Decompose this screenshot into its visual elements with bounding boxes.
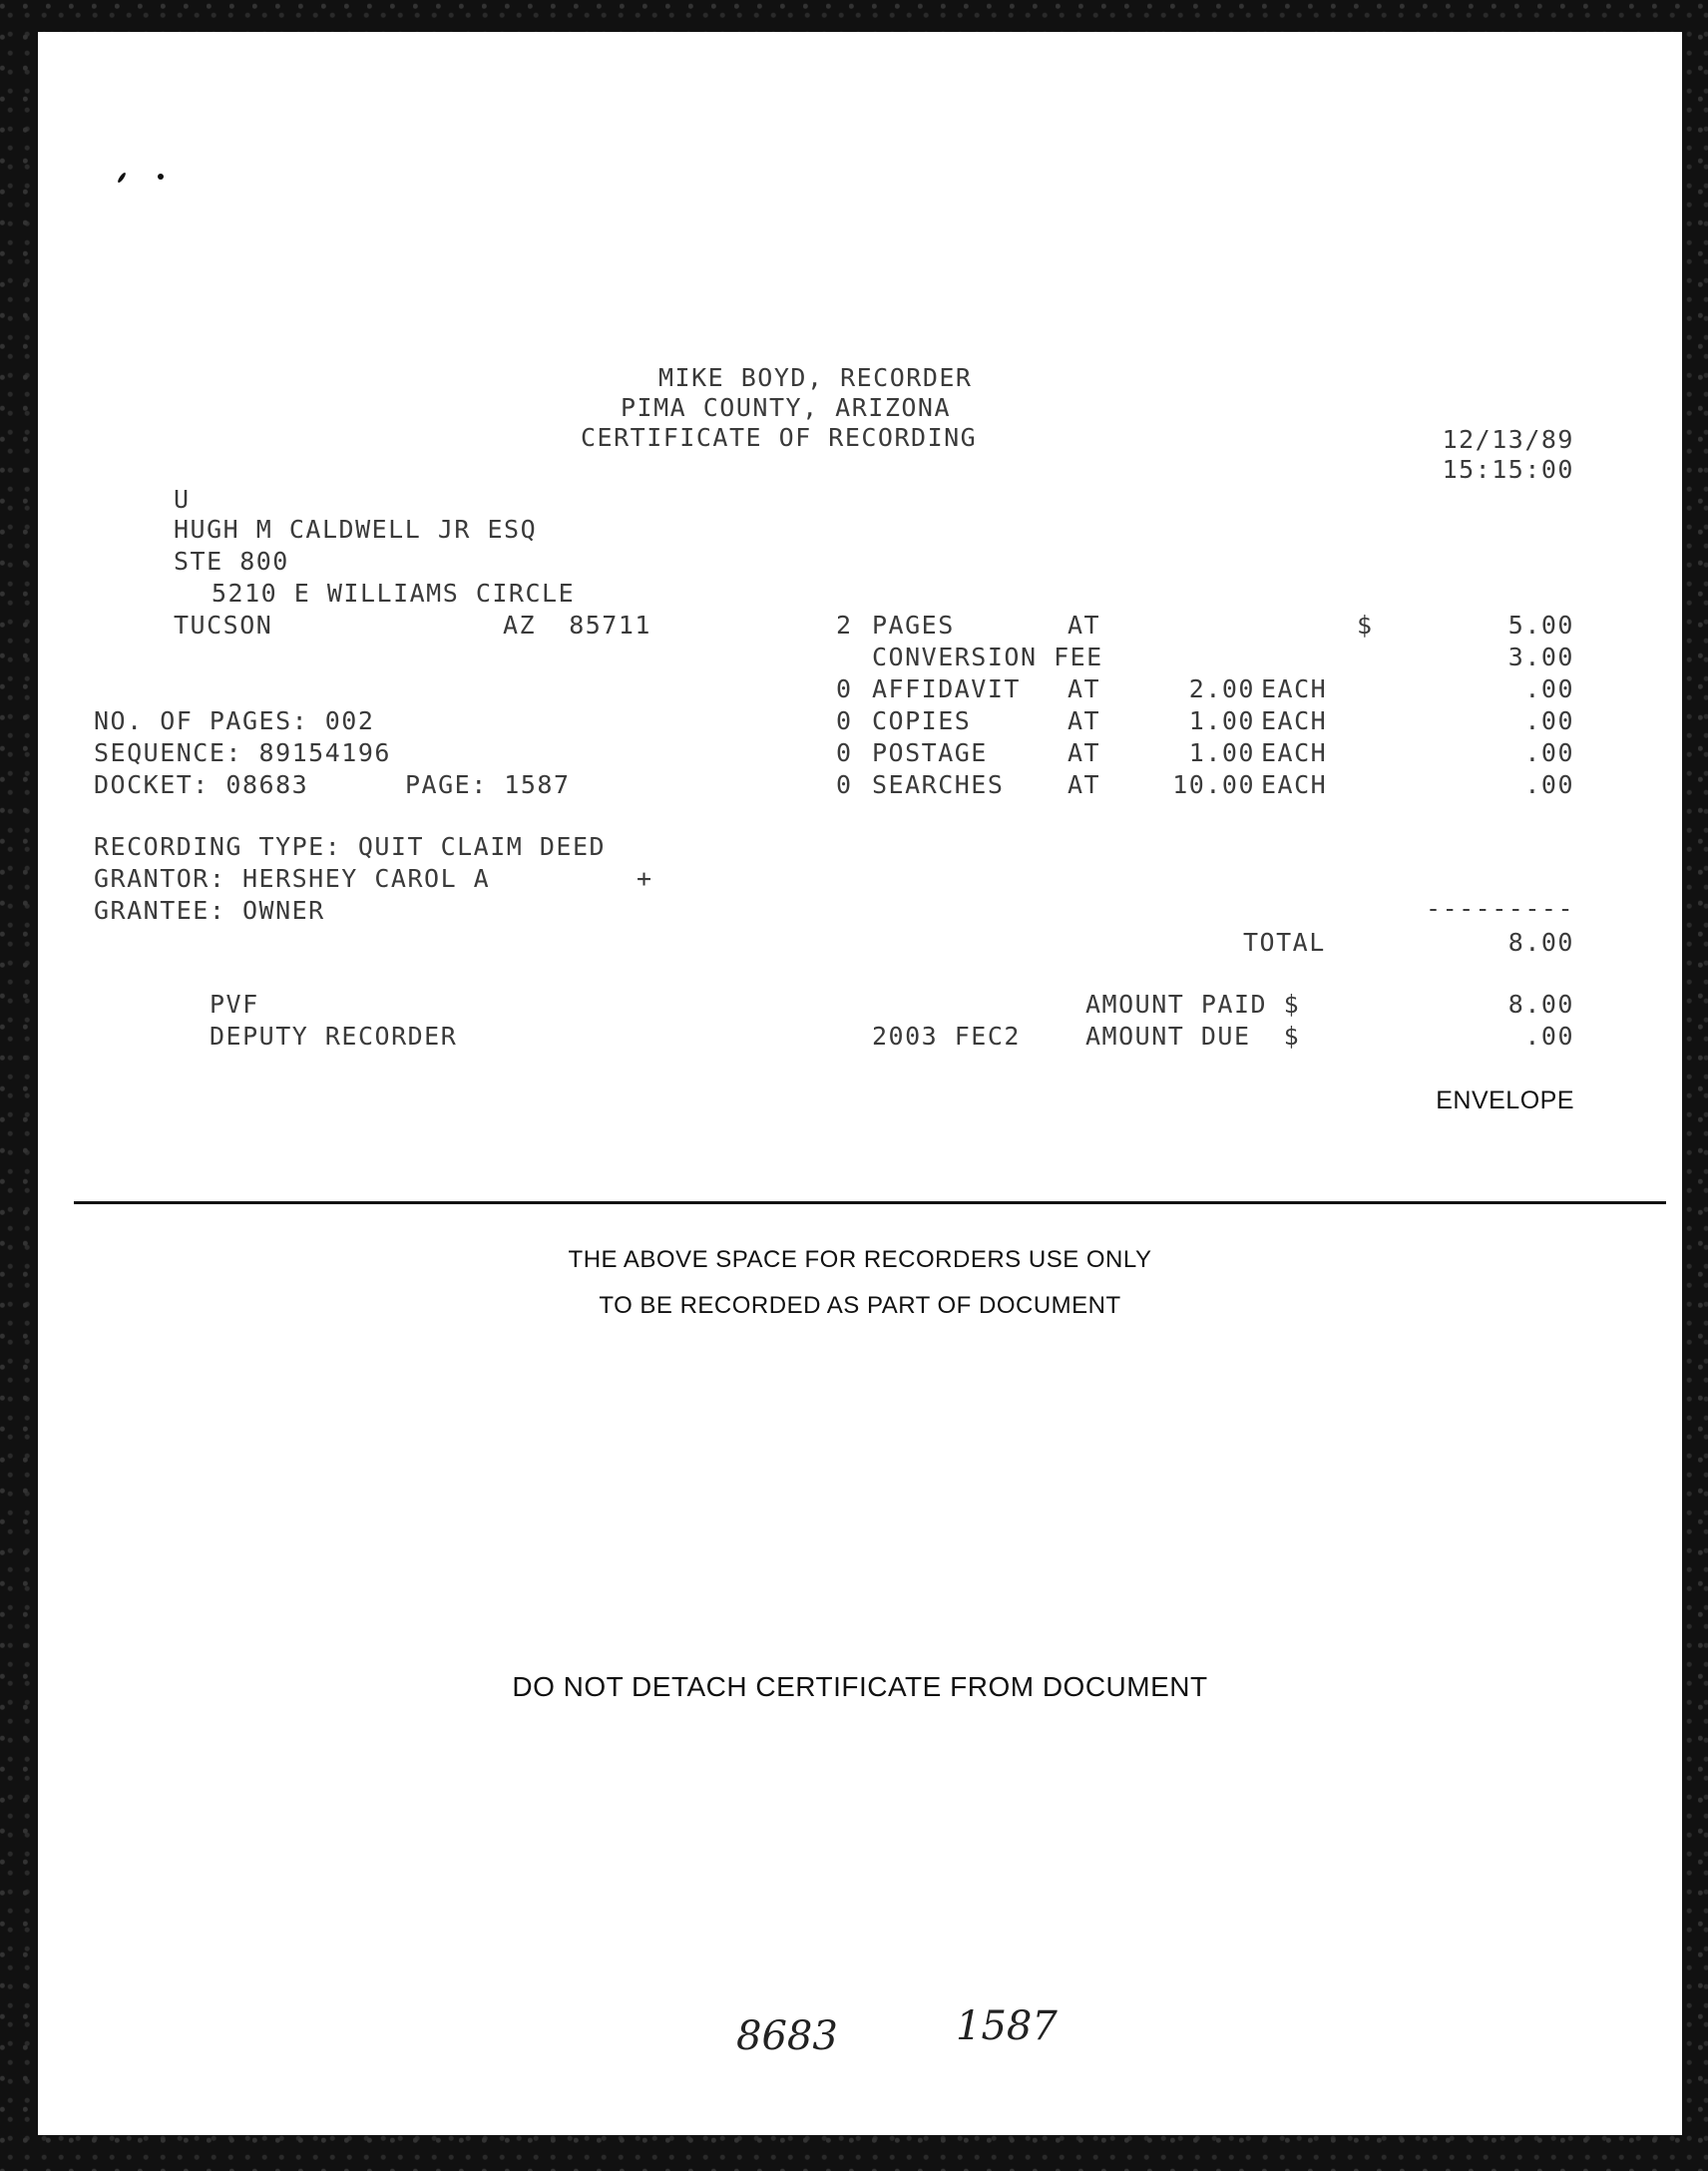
county-line: PIMA COUNTY, ARIZONA — [621, 393, 952, 422]
fee-item: COPIES — [872, 706, 972, 735]
amount-due-label: AMOUNT DUE $ — [1085, 1022, 1301, 1051]
amount-due-value: .00 — [1524, 1022, 1574, 1051]
number-of-pages: NO. OF PAGES: 002 — [94, 706, 375, 735]
deputy-initials: PVF — [210, 990, 259, 1019]
recording-date: 12/13/89 — [1442, 425, 1574, 454]
recording-time: 15:15:00 — [1442, 455, 1574, 484]
fee-item: PAGES — [872, 611, 955, 640]
fee-each: EACH — [1261, 738, 1328, 767]
fee-amount: 5.00 — [1507, 611, 1574, 640]
addressee-street: 5210 E WILLIAMS CIRCLE — [212, 579, 576, 608]
certificate-title: CERTIFICATE OF RECORDING — [581, 423, 978, 452]
grantor-mark: + — [637, 864, 653, 893]
fee-qty: 2 — [836, 611, 853, 640]
deputy-title: DEPUTY RECORDER — [210, 1022, 458, 1051]
grantor: GRANTOR: HERSHEY CAROL A — [94, 864, 491, 893]
fee-currency: $ — [1357, 611, 1374, 640]
addressee-state-zip: AZ 85711 — [503, 611, 651, 640]
addressee-marker: U — [174, 485, 191, 514]
recorder-use-notice: THE ABOVE SPACE FOR RECORDERS USE ONLY — [568, 1246, 1152, 1273]
fee-amount: .00 — [1524, 738, 1574, 767]
fee-qty: 0 — [836, 738, 853, 767]
batch-code: 2003 FEC2 — [872, 1022, 1021, 1051]
fee-amount: .00 — [1524, 770, 1574, 799]
page-number: PAGE: 1587 — [405, 770, 571, 799]
total-divider: --------- — [1426, 894, 1574, 923]
fee-at: AT — [1068, 706, 1101, 735]
fee-rate: 1.00 — [1188, 706, 1255, 735]
handwritten-page: 1587 — [956, 2003, 1058, 2049]
fee-at: AT — [1068, 770, 1101, 799]
fee-item: CONVERSION FEE — [872, 643, 1103, 671]
fee-qty: 0 — [836, 674, 853, 703]
recording-type: RECORDING TYPE: QUIT CLAIM DEED — [94, 832, 607, 861]
total-value: 8.00 — [1507, 928, 1574, 957]
amount-paid-label: AMOUNT PAID $ — [1085, 990, 1301, 1019]
fee-rate: 10.00 — [1172, 770, 1255, 799]
addressee-name: HUGH M CALDWELL JR ESQ — [174, 515, 538, 544]
fee-at: AT — [1068, 674, 1101, 703]
fee-rate: 2.00 — [1188, 674, 1255, 703]
amount-paid-value: 8.00 — [1507, 990, 1574, 1019]
addressee-suite: STE 800 — [174, 547, 289, 576]
grantee: GRANTEE: OWNER — [94, 896, 325, 925]
ink-mark — [158, 174, 164, 180]
fee-each: EACH — [1261, 674, 1328, 703]
do-not-detach-notice: DO NOT DETACH CERTIFICATE FROM DOCUMENT — [512, 1671, 1208, 1702]
handwritten-docket: 8683 — [736, 2013, 838, 2059]
fee-item: SEARCHES — [872, 770, 1005, 799]
ink-mark — [117, 172, 127, 184]
recorded-as-part-notice: TO BE RECORDED AS PART OF DOCUMENT — [599, 1292, 1121, 1319]
recorder-space-divider — [74, 1201, 1666, 1204]
fee-at: AT — [1068, 738, 1101, 767]
docket-number: DOCKET: 08683 — [94, 770, 309, 799]
fee-each: EACH — [1261, 770, 1328, 799]
envelope-label: ENVELOPE — [1436, 1086, 1574, 1114]
fee-qty: 0 — [836, 706, 853, 735]
fee-at: AT — [1068, 611, 1101, 640]
recorder-name: MIKE BOYD, RECORDER — [658, 363, 973, 392]
certificate-page — [38, 32, 1682, 2135]
fee-each: EACH — [1261, 706, 1328, 735]
fee-item: AFFIDAVIT — [872, 674, 1021, 703]
fee-rate: 1.00 — [1188, 738, 1255, 767]
fee-amount: .00 — [1524, 706, 1574, 735]
fee-amount: 3.00 — [1507, 643, 1574, 671]
fee-qty: 0 — [836, 770, 853, 799]
fee-amount: .00 — [1524, 674, 1574, 703]
addressee-city: TUCSON — [174, 611, 273, 640]
sequence-number: SEQUENCE: 89154196 — [94, 738, 391, 767]
fee-item: POSTAGE — [872, 738, 988, 767]
total-label: TOTAL — [1243, 928, 1326, 957]
